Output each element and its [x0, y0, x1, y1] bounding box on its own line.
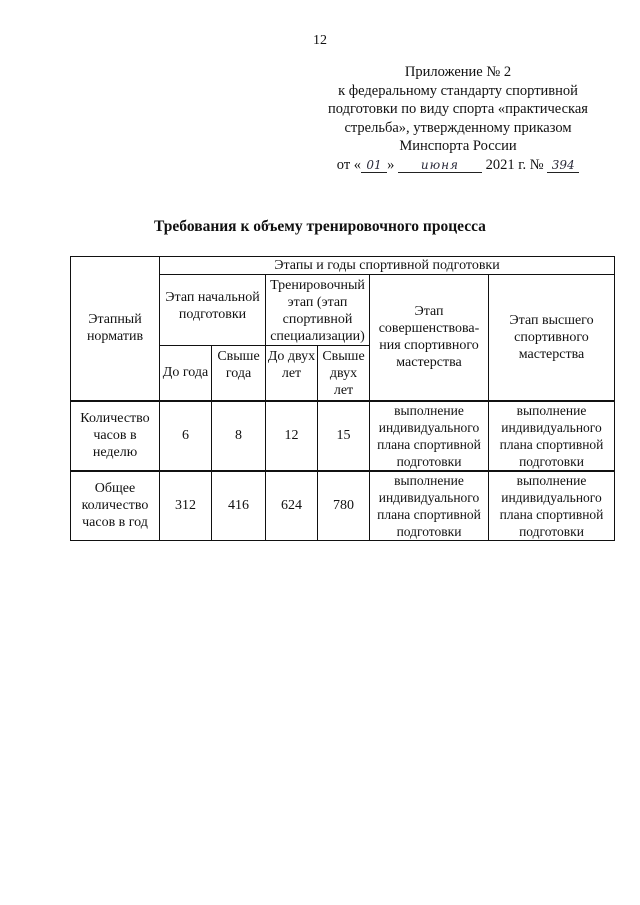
row-label: Общее количество часов в год	[71, 471, 160, 541]
date-prefix: от «	[336, 156, 362, 173]
norm-header-cell	[71, 257, 160, 401]
appendix-block	[318, 63, 598, 174]
handwritten-day: 01	[361, 159, 387, 173]
table-row	[71, 401, 615, 471]
training-volume-table	[70, 256, 615, 541]
highest-cell: выполнение индивидуального плана спортивной подготовки	[489, 401, 615, 471]
stage-initial-header: Этап начальной подготовки	[160, 275, 266, 346]
value-cell: 780	[318, 471, 370, 541]
sub-initial-over-year: Свыше года	[212, 346, 266, 401]
handwritten-order-number: 394	[547, 159, 579, 173]
value-cell: 312	[160, 471, 212, 541]
improvement-cell: выполнение индивидуального плана спортивной подготовки	[370, 471, 489, 541]
handwritten-month: июня	[398, 159, 482, 173]
date-quote: »	[387, 156, 395, 173]
value-cell: 624	[266, 471, 318, 541]
appendix-line: подготовки по виду спорта «практическая	[328, 101, 588, 117]
sub-training-over-two: Свыше двух лет	[318, 346, 370, 401]
appendix-line: стрельба», утвержденному приказом	[344, 119, 572, 136]
value-cell: 15	[318, 401, 370, 471]
table-row	[71, 471, 615, 541]
appendix-line: к федеральному стандарту спортивной	[338, 82, 578, 99]
highest-cell: выполнение индивидуального плана спортивной подготовки	[489, 471, 615, 541]
stage-training-header: Тренировочный этап (этап спортивной специализации)	[266, 275, 370, 346]
date-year: 2021 г. №	[485, 156, 544, 173]
value-cell: 8	[212, 401, 266, 471]
sub-training-up-to-two: До двух лет	[266, 346, 318, 401]
improvement-cell: выполнение индивидуального плана спортивной подготовки	[370, 401, 489, 471]
value-cell: 12	[266, 401, 318, 471]
appendix-line: Минспорта России	[399, 138, 517, 154]
value-cell: 6	[160, 401, 212, 471]
stage-highest-header: Этап высшего спортивного мастерства	[489, 275, 615, 401]
norm-header: Этапный норматив	[86, 312, 144, 345]
stage-improvement-header: Этап совершенствова-ния спортивного мастерства	[370, 275, 489, 401]
page-number: 12	[313, 33, 327, 48]
row-label: Количество часов в неделю	[71, 401, 160, 471]
appendix-title: Приложение № 2	[404, 64, 512, 80]
order-date-line	[318, 156, 598, 175]
value-cell: 416	[212, 471, 266, 541]
document-heading: Требования к объему тренировочного процесса	[154, 218, 486, 235]
stages-group-header: Этапы и годы спортивной подготовки	[160, 257, 615, 275]
sub-initial-up-to-year: До года	[160, 346, 212, 401]
